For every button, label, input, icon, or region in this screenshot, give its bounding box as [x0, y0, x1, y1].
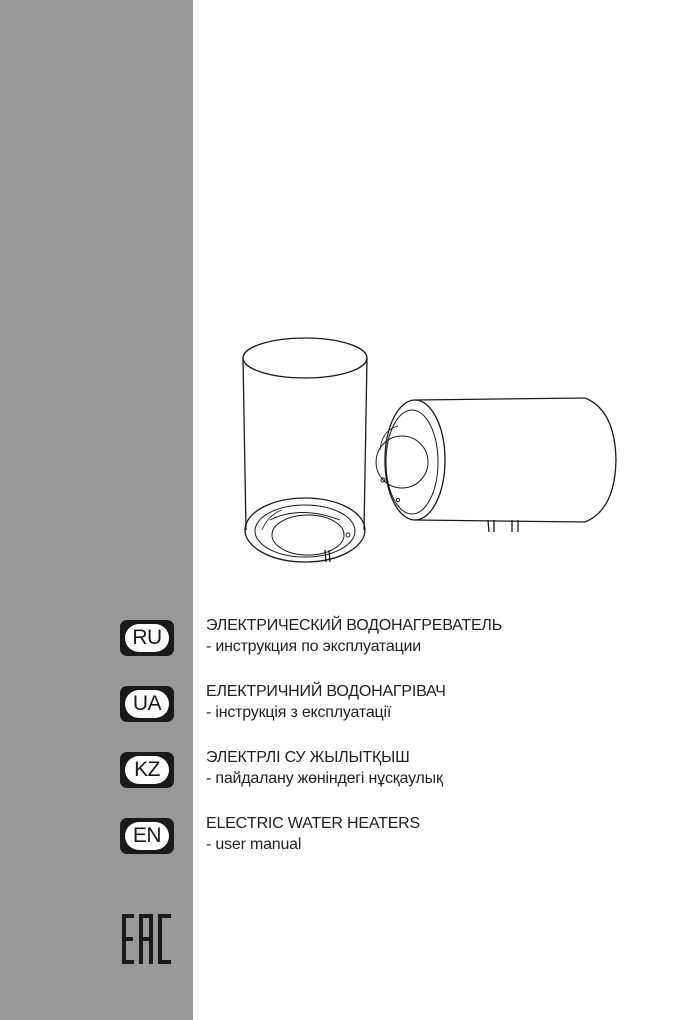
manual-subtitle: - пайдалану жөніндегі нұсқаулық: [206, 770, 443, 787]
eac-certification-icon: [120, 912, 174, 966]
language-row-ru: [120, 617, 640, 663]
product-title: ELECTRIC WATER HEATERS: [206, 815, 420, 832]
manual-subtitle: - інструкція з експлуатації: [206, 704, 392, 721]
manual-subtitle: - инструкция по эксплуатации: [206, 638, 422, 655]
language-badge: KZ: [120, 752, 174, 788]
product-title: ЕЛЕКТРИЧНИЙ ВОДОНАГРІВАЧ: [206, 683, 446, 700]
language-row-ua: [120, 683, 640, 729]
manual-subtitle: - user manual: [206, 836, 302, 853]
product-title: ЭЛЕКТРЛІ СУ ЖЫЛЫТҚЫШ: [206, 749, 410, 766]
vertical-heater: [243, 338, 367, 562]
language-badge: RU: [120, 620, 174, 656]
water-heaters-illustration: [230, 330, 640, 570]
language-badge: EN: [120, 818, 174, 854]
horizontal-heater: [376, 398, 616, 532]
product-title: ЭЛЕКТРИЧЕСКИЙ ВОДОНАГРЕВАТЕЛЬ: [206, 617, 503, 634]
language-row-en: [120, 815, 640, 861]
language-badge: UA: [120, 686, 174, 722]
language-row-kz: [120, 749, 640, 795]
gray-sidebar: [0, 0, 193, 1020]
